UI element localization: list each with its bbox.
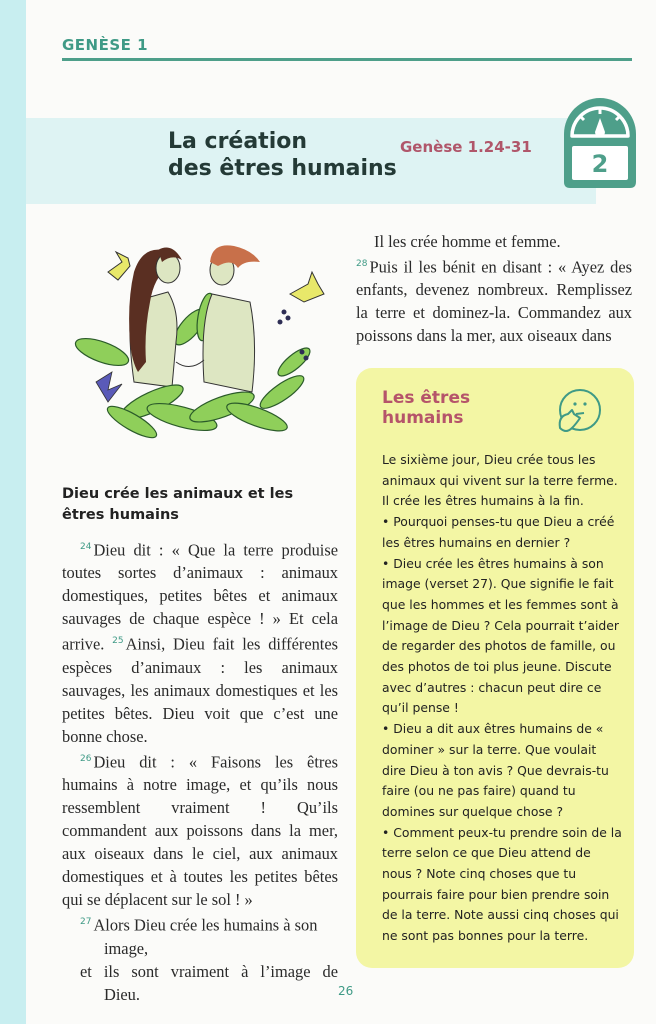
adam-eve-illustration [72,232,338,447]
verse-number: 24 [80,542,92,552]
left-column [62,484,338,1006]
verse-text: Ainsi, Dieu fait les différentes espèces d’animaux : les animaux sauvages, les animaux domestiques et les petites bêtes. Dieu voit que c’est une bonne chose. [62,634,338,746]
page-title [168,128,397,182]
box-question: • Comment peux-tu prendre soin de la terre selon ce que Dieu attend de nous ? Note cinq choses que tu pourrais faire pour bien prendre soin de la terre. Note aussi cinq choses qui ne sont pas bonnes pour la terre. [382,824,622,944]
box-title-line-2: humains [382,408,464,428]
scripture-reference: Genèse 1.24-31 [400,138,532,156]
verse-number: 27 [80,917,92,928]
header-rule [62,58,632,61]
verse-number: 26 [80,753,92,764]
section-subheading: Dieu crée les animaux et les êtres humains [62,486,294,523]
verse-text: Dieu dit : « Que la terre produise toutes sortes d’animaux : animaux domestiques, petites bêtes et animaux sauvages de chaque espèce ! » Et cela arrive. [62,540,338,654]
box-question: • Dieu a dit aux êtres humains de « dominer » sur la terre. Que voulait dire Dieu à ton avis ? Que devrais-tu faire (ou ne pas faire) quand tu domines sur quelque chose ? [382,721,609,819]
verse-paragraph-28 [356,253,632,347]
poem-line: et ils sont vraiment à l’image de [80,961,338,981]
poem-line [62,911,338,936]
right-column [356,230,632,347]
poem-line-continuation: Dieu. [104,984,140,1004]
verse-paragraph-24 [62,536,338,748]
page-number: 26 [338,984,354,998]
verse-number: 28 [356,259,368,269]
level-number: 2 [591,150,609,178]
poem-line-continuation: image, [104,938,149,958]
verse-text: Puis il les bénit en disant : « Ayez des enfants, devenez nombreux. Remplissez la terre et dominez-la. Commandez aux poissons dans la mer, aux oiseaux dans [356,257,632,346]
box-question: • Pourquoi penses-tu que Dieu a créé les êtres humains en dernier ? [382,514,615,550]
verse-number: 25 [112,636,124,647]
title-line-2: des êtres humains [168,156,397,181]
level-badge [560,94,640,190]
title-line-1: La création [168,129,308,154]
reflection-box [356,368,634,968]
reflection-box-title [382,388,470,428]
verse-poem-27 [62,911,338,1005]
verse-text: Dieu dit : « Faisons les êtres humains à notre image, et qu’ils nous ressemblent vraiment ! Qu’ils commandent aux poissons dans la mer, aux oiseaux dans le ciel, aux animaux domestiques et à toutes les petites bêtes qui se déplacent sur le sol ! » [62,752,338,910]
box-paragraph: Le sixième jour, Dieu crée tous les animaux qui vivent sur la terre ferme. Il crée les êtres humains à la fin. [382,452,618,509]
poem-line-text: Alors Dieu crée les humains à son [93,915,318,935]
reflection-box-text [382,450,622,947]
box-title-line-1: Les êtres [382,388,471,408]
running-head: GENÈSE 1 [62,36,149,54]
left-color-band [0,0,26,1024]
verse-line: Il les crée homme et femme. [374,232,561,251]
thinking-face-icon [550,384,606,440]
box-question: • Dieu crée les êtres humains à son image (verset 27). Que signifie le fait que les hommes et les femmes sont à l’image de Dieu ? Cela pourrait t’aider de regarder des photos de famille, ou des photos de toi plus jeune. Discute avec d’autres : chacun peut dire ce qu’il pense ! [382,555,620,716]
verse-paragraph-26 [62,748,338,911]
